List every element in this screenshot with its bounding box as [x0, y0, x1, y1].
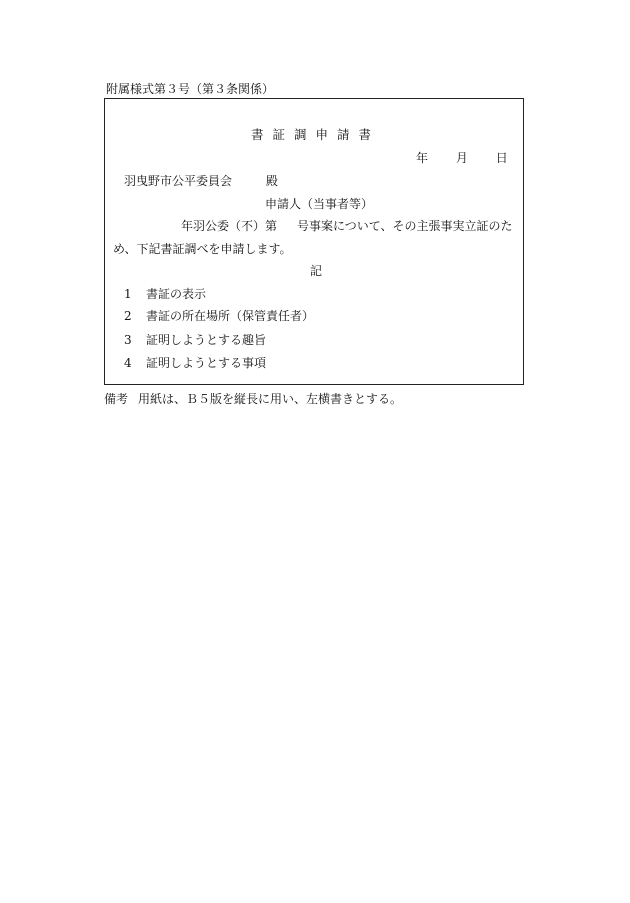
- item-number: 2: [124, 309, 132, 323]
- list-item: [124, 285, 206, 302]
- application-form: [104, 98, 524, 385]
- remarks-note: [104, 390, 402, 407]
- form-title: 書証調申請書: [251, 127, 381, 142]
- list-item: [124, 354, 266, 371]
- item-number: 4: [124, 356, 132, 370]
- list-item: [124, 307, 314, 324]
- item-label: 証明しようとする事項: [146, 356, 267, 370]
- date-month-label: 月: [455, 151, 468, 165]
- addressee-line: [124, 172, 278, 189]
- ki-heading: 記: [310, 264, 323, 278]
- list-item: [124, 331, 266, 348]
- addressee-name: 羽曳野市公平委員会: [124, 174, 233, 188]
- item-number: 1: [124, 287, 132, 301]
- remarks-text: 用紙は、Ｂ５版を縦長に用い、左横書きとする。: [138, 392, 403, 406]
- item-label: 書証の表示: [146, 287, 207, 301]
- applicant-label: 申請人（当事者等）: [265, 197, 374, 211]
- item-label: 証明しようとする趣旨: [146, 333, 267, 347]
- item-number: 3: [124, 333, 132, 347]
- date-line: [416, 149, 508, 166]
- date-day-label: 日: [495, 151, 508, 165]
- addressee-honorific: 殿: [265, 174, 278, 188]
- body-text-part2: 号事案について、その主張事実立証のため、下記書証調べを申請します。: [113, 219, 513, 256]
- body-text-part1: 年羽公委（不）第: [181, 219, 278, 233]
- item-label: 書証の所在場所（保管責任者）: [146, 309, 315, 323]
- date-year-label: 年: [416, 151, 429, 165]
- request-body-text: [113, 215, 517, 261]
- form-number-label: 附属様式第３号（第３条関係）: [106, 82, 275, 96]
- remarks-label: 備考: [104, 392, 129, 406]
